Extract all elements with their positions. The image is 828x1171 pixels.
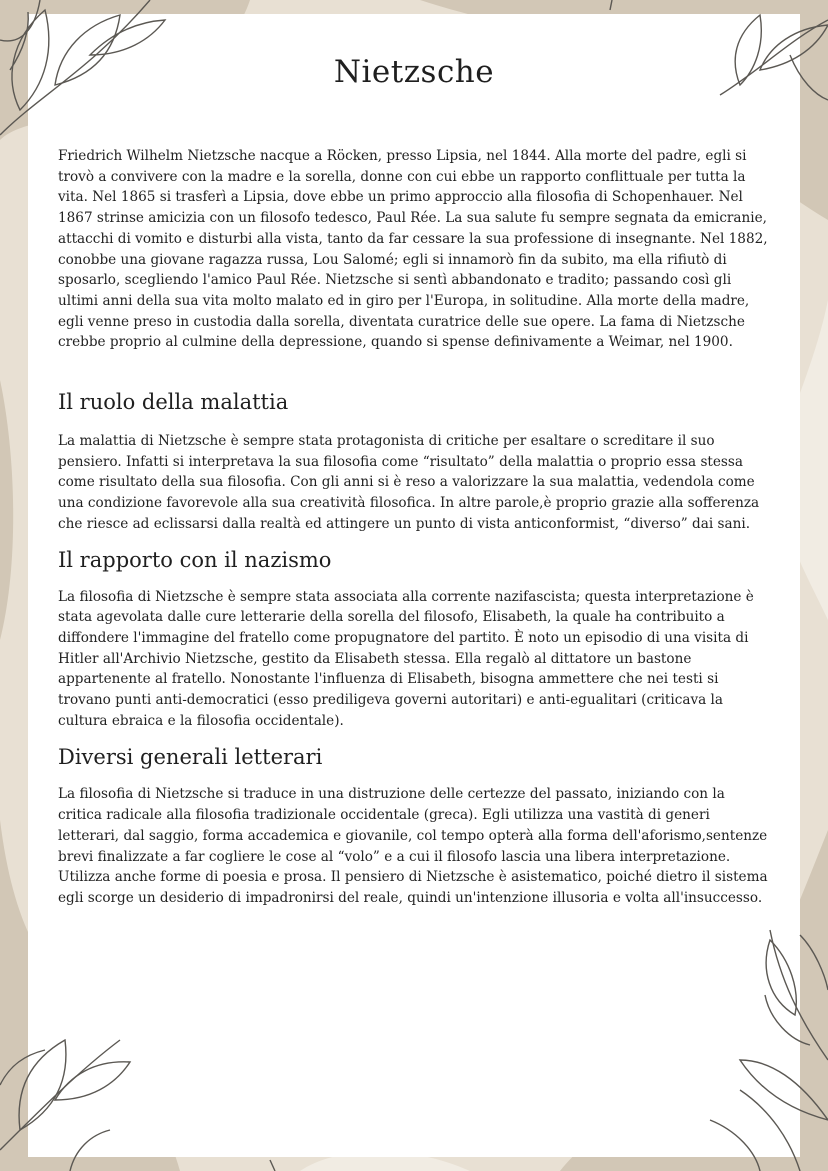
intro-paragraph: Friedrich Wilhelm Nietzsche nacque a Röcken, presso Lipsia, nel 1844. Alla morte del padre, egli si trovò a convivere con la madre e la sorella, donne con cui ebbe un rapporto conflittuale per tutta la vita. Nel 1865 si trasferì a Lipsia, dove ebbe un primo approccio alla filosofia di Schopenhauer. Nel 1867 strinse amicizia con un filosofo tedesco, Paul Rée. La sua salute fu sempre segnata da emicranie, attacchi di vomito e disturbi alla vista, tanto da far cessare la sua professione di insegnante. Nel 1882, conobbe una giovane ragazza russa, Lou Salomé; egli si innamorò fin da subito, ma ella rifiutò di sposarlo, scegliendo l'amico Paul Rée. Nietzsche si sentì abbandonato e tradito; passando così gli ultimi anni della sua vita molto malato ed in giro per l'Europa, in solitudine. Alla morte della madre, egli venne preso in custodia dalla sorella, diventata curatrice delle sue opere. La fama di Nietzsche crebbe proprio al culmine della depressione, quando si spense definivamente a Weimar, nel 1900.: [58, 148, 768, 351]
section-body-nazismo: La filosofia di Nietzsche è sempre stata associata alla corrente nazifascista; questa interpretazione è stata agevolata dalle cure letterarie della sorella del filosofo, Elisabeth, la quale ha contribuito a diffondere l'immagine del fratello come propugnatore del partito. È noto un episodio di una visita di Hitler all'Archivio Nietzsche, gestito da Elisabeth stessa. Ella regalò al dittatore un bastone appartenente al fratello. Nonostante l'influenza di Elisabeth, bisogna ammettere che nei testi si trovano punti anti-democratici (esso prediligeva governi autoritari) e anti-egualitari (criticava la cultura ebraica e la filosofia occidentale).: [58, 588, 754, 729]
section-heading-generi: Diversi generali letterari: [58, 745, 323, 770]
section-body-generi: La filosofia di Nietzsche si traduce in una distruzione delle certezze del passato, iniziando con la critica radicale alla filosofia tradizionale occidentale (greca). Egli utilizza una vastità di generi letterari, dal saggio, forma accademica e giovanile, col tempo opterà alla forma dell'aforismo,sentenze brevi finalizzate a far cogliere le cose al “volo” e a cui il filosofo lascia una libera interpretazione. Utilizza anche forme di poesia e prosa. Il pensiero di Nietzsche è asistematico, poiché dietro il sistema egli scorge un desiderio di impadronirsi del reale, quindi un'intenzione illusoria e volta all'insuccesso.: [58, 786, 768, 906]
section-heading-nazismo: Il rapporto con il nazismo: [58, 547, 332, 572]
section-body-malattia: La malattia di Nietzsche è sempre stata protagonista di critiche per esaltare o screditare il suo pensiero. Infatti si interpretava la sua filosofia come “risultato” della malattia o proprio essa stessa come risultato della sua filosofia. Con gli anni si è reso a valorizzare la sua malattia, vedendola come una condizione favorevole alla sua creatività filosofica. In altre parole,è proprio grazie alla sofferenza che riesce ad eclissarsi dalla realtà ed attingere un punto di vista anticonformist, “diverso” dai sani.: [58, 433, 760, 532]
page-title: Nietzsche: [333, 54, 495, 90]
section-heading-malattia: Il ruolo della malattia: [58, 390, 289, 415]
